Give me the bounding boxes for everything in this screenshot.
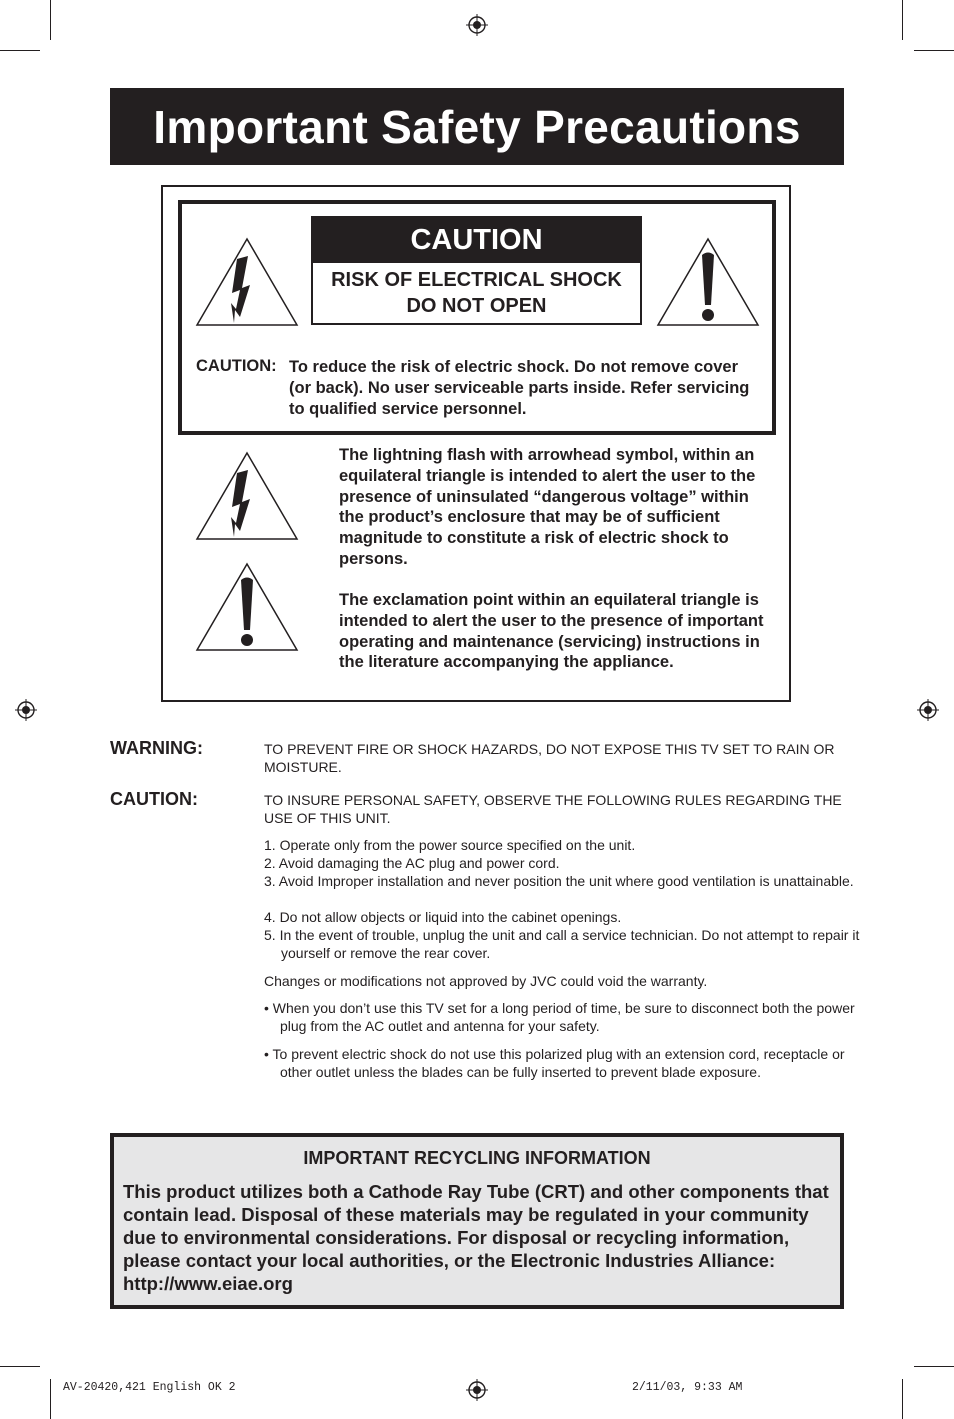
list-item: 4. Do not allow objects or liquid into the cabinet openings. — [264, 909, 622, 925]
crop-mark — [914, 50, 954, 51]
registration-mark-icon — [15, 699, 37, 721]
caution-note-text: To reduce the risk of electric shock. Do not remove cover (or back). No user serviceable parts inside. Refer servicing to qualified service personnel. — [289, 358, 750, 418]
crop-mark — [0, 50, 40, 51]
warranty-note: Changes or modifications not approved by JVC could void the warranty. — [264, 973, 708, 989]
crop-mark — [0, 1366, 40, 1367]
crop-mark — [902, 1379, 903, 1419]
recycling-title: IMPORTANT RECYCLING INFORMATION — [303, 1148, 651, 1168]
exclamation-triangle-icon — [656, 237, 760, 327]
list-item: 1. Operate only from the power source specified on the unit. — [264, 837, 636, 853]
registration-mark-icon — [917, 699, 939, 721]
list-item: • To prevent electric shock do not use this polarized plug with an extension cord, receptacle or other outlet unless the blades can be fully inserted to prevent blade exposure. — [264, 1046, 845, 1080]
exclamation-triangle-icon — [195, 562, 299, 652]
crop-mark — [50, 0, 51, 40]
lightning-triangle-icon — [195, 237, 299, 327]
warning-text: TO PREVENT FIRE OR SHOCK HAZARDS, DO NOT EXPOSE THIS TV SET TO RAIN OR MOISTURE. — [264, 741, 835, 775]
lightning-symbol-description: The lightning flash with arrowhead symbol, within an equilateral triangle is intended to alert the user to the presence of uninsulated “dangerous voltage” within the product’s enclosure that may be of sufficient magnitude to constitute a risk of electric shock to persons. — [339, 446, 756, 568]
registration-mark-icon — [466, 1379, 488, 1401]
recycling-text: This product utilizes both a Cathode Ray Tube (CRT) and other components that contain lead. Disposal of these materials may be regulated in your community due to environmental considerations. For disposal or recycling information, please contact your local authorities, or the Electronic Industries Alliance: http://www.eiae.org — [123, 1181, 829, 1294]
registration-mark-icon — [466, 14, 488, 36]
lightning-triangle-icon — [195, 451, 299, 541]
list-item: • When you don’t use this TV set for a long period of time, be sure to disconnect both the power plug from the AC outlet and antenna for your safety. — [264, 1000, 855, 1034]
crop-mark — [902, 0, 903, 40]
caution-label-heading: CAUTION: — [110, 789, 198, 809]
crop-mark — [50, 1379, 51, 1419]
list-item: 3. Avoid Improper installation and never position the unit where good ventilation is unattainable. — [264, 873, 854, 889]
caution-note-label: CAUTION: — [196, 357, 277, 375]
caution-label-line-2: DO NOT OPEN — [406, 295, 547, 317]
exclamation-symbol-description: The exclamation point within an equilateral triangle is intended to alert the user to the presence of important operating and maintenance (servicing) instructions in the literature accompanying the appliance. — [339, 591, 764, 672]
footer-file-info: AV-20420,421 English OK 2 — [63, 1381, 236, 1394]
crop-mark — [914, 1366, 954, 1367]
list-item: 5. In the event of trouble, unplug the unit and call a service technician. Do not attempt to repair it yourself or remove the rear cover. — [264, 927, 860, 961]
warning-label: WARNING: — [110, 738, 203, 758]
footer-timestamp: 2/11/03, 9:33 AM — [632, 1381, 743, 1394]
list-item: 2. Avoid damaging the AC plug and power cord. — [264, 855, 560, 871]
caution-label-header: CAUTION — [313, 218, 640, 263]
page-title: Important Safety Precautions — [110, 88, 844, 165]
caution-text: TO INSURE PERSONAL SAFETY, OBSERVE THE FOLLOWING RULES REGARDING THE USE OF THIS UNIT. — [264, 792, 842, 826]
caution-label-line-1: RISK OF ELECTRICAL SHOCK — [331, 269, 622, 291]
